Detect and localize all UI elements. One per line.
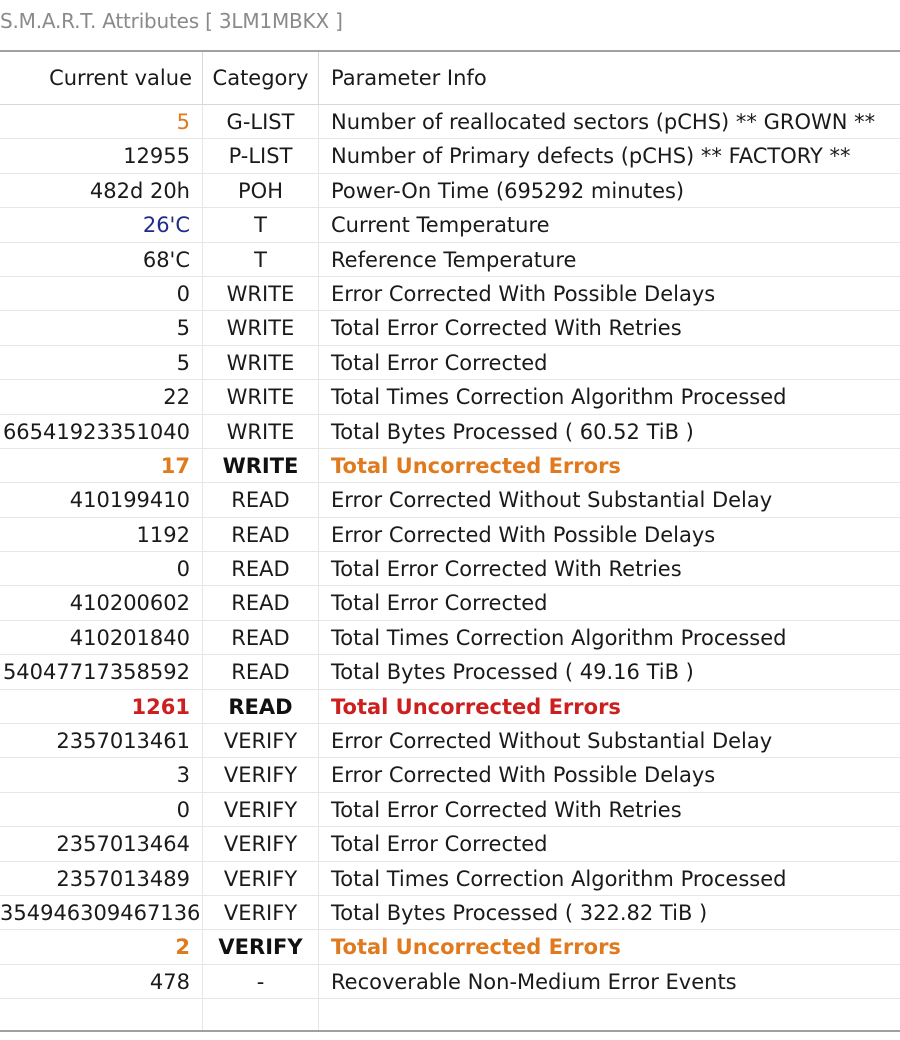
cell-parameter-info: Error Corrected Without Substantial Delay [331, 488, 773, 513]
cell-parameter-info: Number of reallocated sectors (pCHS) ** GROWN ** [331, 110, 876, 134]
cell-current-value: 0 [0, 552, 203, 586]
empty-cell [203, 999, 319, 1032]
table-body [0, 105, 900, 1032]
table-row[interactable] [0, 208, 900, 242]
table-row[interactable] [0, 862, 900, 896]
cell-category: VERIFY [203, 930, 319, 964]
table-row[interactable] [0, 518, 900, 552]
cell-category: VERIFY [203, 862, 319, 896]
table-row[interactable] [0, 174, 900, 208]
cell-category: READ [203, 483, 319, 517]
cell-parameter-info: Total Uncorrected Errors [331, 935, 621, 960]
cell-category: WRITE [203, 380, 319, 414]
table-row[interactable] [0, 552, 900, 586]
cell-parameter-info: Current Temperature [331, 213, 550, 238]
table-row[interactable] [0, 311, 900, 345]
cell-category: READ [203, 621, 319, 655]
cell-parameter-info: Total Uncorrected Errors [331, 453, 621, 478]
table-row[interactable] [0, 483, 900, 517]
cell-category: READ [203, 552, 319, 586]
column-header-current-value[interactable]: Current value [0, 52, 203, 104]
cell-parameter-info: Recoverable Non-Medium Error Events [331, 969, 737, 994]
table-row[interactable] [0, 277, 900, 311]
table-row[interactable] [0, 380, 900, 414]
cell-category: - [203, 965, 319, 999]
table-row[interactable] [0, 105, 900, 139]
cell-parameter-info: Total Bytes Processed ( 60.52 TiB ) [331, 419, 694, 444]
cell-parameter-info: Total Times Correction Algorithm Processed [331, 625, 787, 650]
cell-current-value: 5 [0, 346, 203, 380]
table-row[interactable] [0, 758, 900, 792]
cell-current-value: 22 [0, 380, 203, 414]
cell-current-value: 5 [0, 311, 203, 345]
cell-current-value: 68'C [0, 243, 203, 277]
table-row[interactable] [0, 346, 900, 380]
cell-parameter-info: Number of Primary defects (pCHS) ** FACTORY ** [331, 144, 851, 169]
cell-category: P-LIST [203, 139, 319, 173]
cell-category: G-LIST [203, 105, 319, 139]
cell-category: POH [203, 174, 319, 208]
table-row[interactable] [0, 243, 900, 277]
cell-category: READ [203, 586, 319, 620]
cell-parameter-info: Total Error Corrected With Retries [331, 797, 682, 822]
cell-category: READ [203, 655, 319, 689]
cell-parameter-info: Total Error Corrected [331, 832, 548, 857]
cell-parameter-info: Total Bytes Processed ( 322.82 TiB ) [331, 900, 708, 925]
cell-current-value: 478 [0, 965, 203, 999]
cell-current-value: 12955 [0, 139, 203, 173]
cell-category: WRITE [203, 346, 319, 380]
cell-parameter-info: Total Uncorrected Errors [331, 694, 621, 719]
cell-current-value: 1261 [0, 690, 203, 724]
cell-current-value: 17 [0, 449, 203, 483]
cell-current-value: 354946309467136 [0, 896, 203, 930]
cell-current-value: 2357013464 [0, 827, 203, 861]
column-header-parameter-info[interactable]: Parameter Info [331, 66, 487, 90]
table-row[interactable] [0, 415, 900, 449]
cell-parameter-info: Error Corrected Without Substantial Delay [331, 729, 773, 754]
cell-current-value: 1192 [0, 518, 203, 552]
cell-parameter-info: Total Times Correction Algorithm Processed [331, 385, 787, 410]
empty-cell [0, 999, 203, 1032]
cell-current-value: 5 [0, 105, 203, 139]
cell-current-value: 2357013489 [0, 862, 203, 896]
cell-parameter-info: Total Error Corrected [331, 591, 548, 616]
cell-parameter-info: Total Error Corrected [331, 350, 548, 375]
cell-category: WRITE [203, 415, 319, 449]
cell-category: VERIFY [203, 724, 319, 758]
table-row[interactable] [0, 655, 900, 689]
cell-current-value: 54047717358592 [0, 655, 203, 689]
cell-current-value: 410200602 [0, 586, 203, 620]
table-row[interactable] [0, 139, 900, 173]
table-row[interactable] [0, 930, 900, 964]
smart-attributes-table [0, 50, 900, 1032]
cell-current-value: 0 [0, 793, 203, 827]
cell-category: VERIFY [203, 758, 319, 792]
cell-category: READ [203, 518, 319, 552]
table-row[interactable] [0, 827, 900, 861]
cell-parameter-info: Error Corrected With Possible Delays [331, 522, 716, 547]
cell-current-value: 2357013461 [0, 724, 203, 758]
cell-parameter-info: Total Bytes Processed ( 49.16 TiB ) [331, 660, 694, 685]
table-row[interactable] [0, 793, 900, 827]
table-row[interactable] [0, 449, 900, 483]
table-row[interactable] [0, 586, 900, 620]
cell-current-value: 3 [0, 758, 203, 792]
column-header-category[interactable]: Category [203, 52, 319, 104]
table-row[interactable] [0, 724, 900, 758]
cell-current-value: 410199410 [0, 483, 203, 517]
cell-category: WRITE [203, 311, 319, 345]
empty-cell [319, 999, 900, 1032]
cell-current-value: 26'C [0, 208, 203, 242]
cell-category: VERIFY [203, 827, 319, 861]
cell-parameter-info: Reference Temperature [331, 247, 577, 272]
empty-row [0, 999, 900, 1032]
cell-category: READ [203, 690, 319, 724]
cell-parameter-info: Error Corrected With Possible Delays [331, 763, 716, 788]
cell-current-value: 2 [0, 930, 203, 964]
cell-current-value: 0 [0, 277, 203, 311]
cell-category: T [203, 208, 319, 242]
cell-current-value: 410201840 [0, 621, 203, 655]
table-row[interactable] [0, 621, 900, 655]
cell-category: WRITE [203, 449, 319, 483]
cell-parameter-info: Total Times Correction Algorithm Processed [331, 866, 787, 891]
cell-parameter-info: Power-On Time (695292 minutes) [331, 178, 685, 203]
table-row[interactable] [0, 965, 900, 999]
cell-category: VERIFY [203, 793, 319, 827]
cell-category: WRITE [203, 277, 319, 311]
cell-category: VERIFY [203, 896, 319, 930]
cell-current-value: 482d 20h [0, 174, 203, 208]
table-row[interactable] [0, 690, 900, 724]
cell-parameter-info: Error Corrected With Possible Delays [331, 281, 716, 306]
cell-parameter-info: Total Error Corrected With Retries [331, 557, 682, 582]
cell-parameter-info: Total Error Corrected With Retries [331, 316, 682, 341]
table-header [0, 52, 900, 105]
window-title: S.M.A.R.T. Attributes [ 3LM1MBKX ] [0, 9, 343, 33]
table-row[interactable] [0, 896, 900, 930]
cell-category: T [203, 243, 319, 277]
cell-current-value: 66541923351040 [0, 415, 203, 449]
